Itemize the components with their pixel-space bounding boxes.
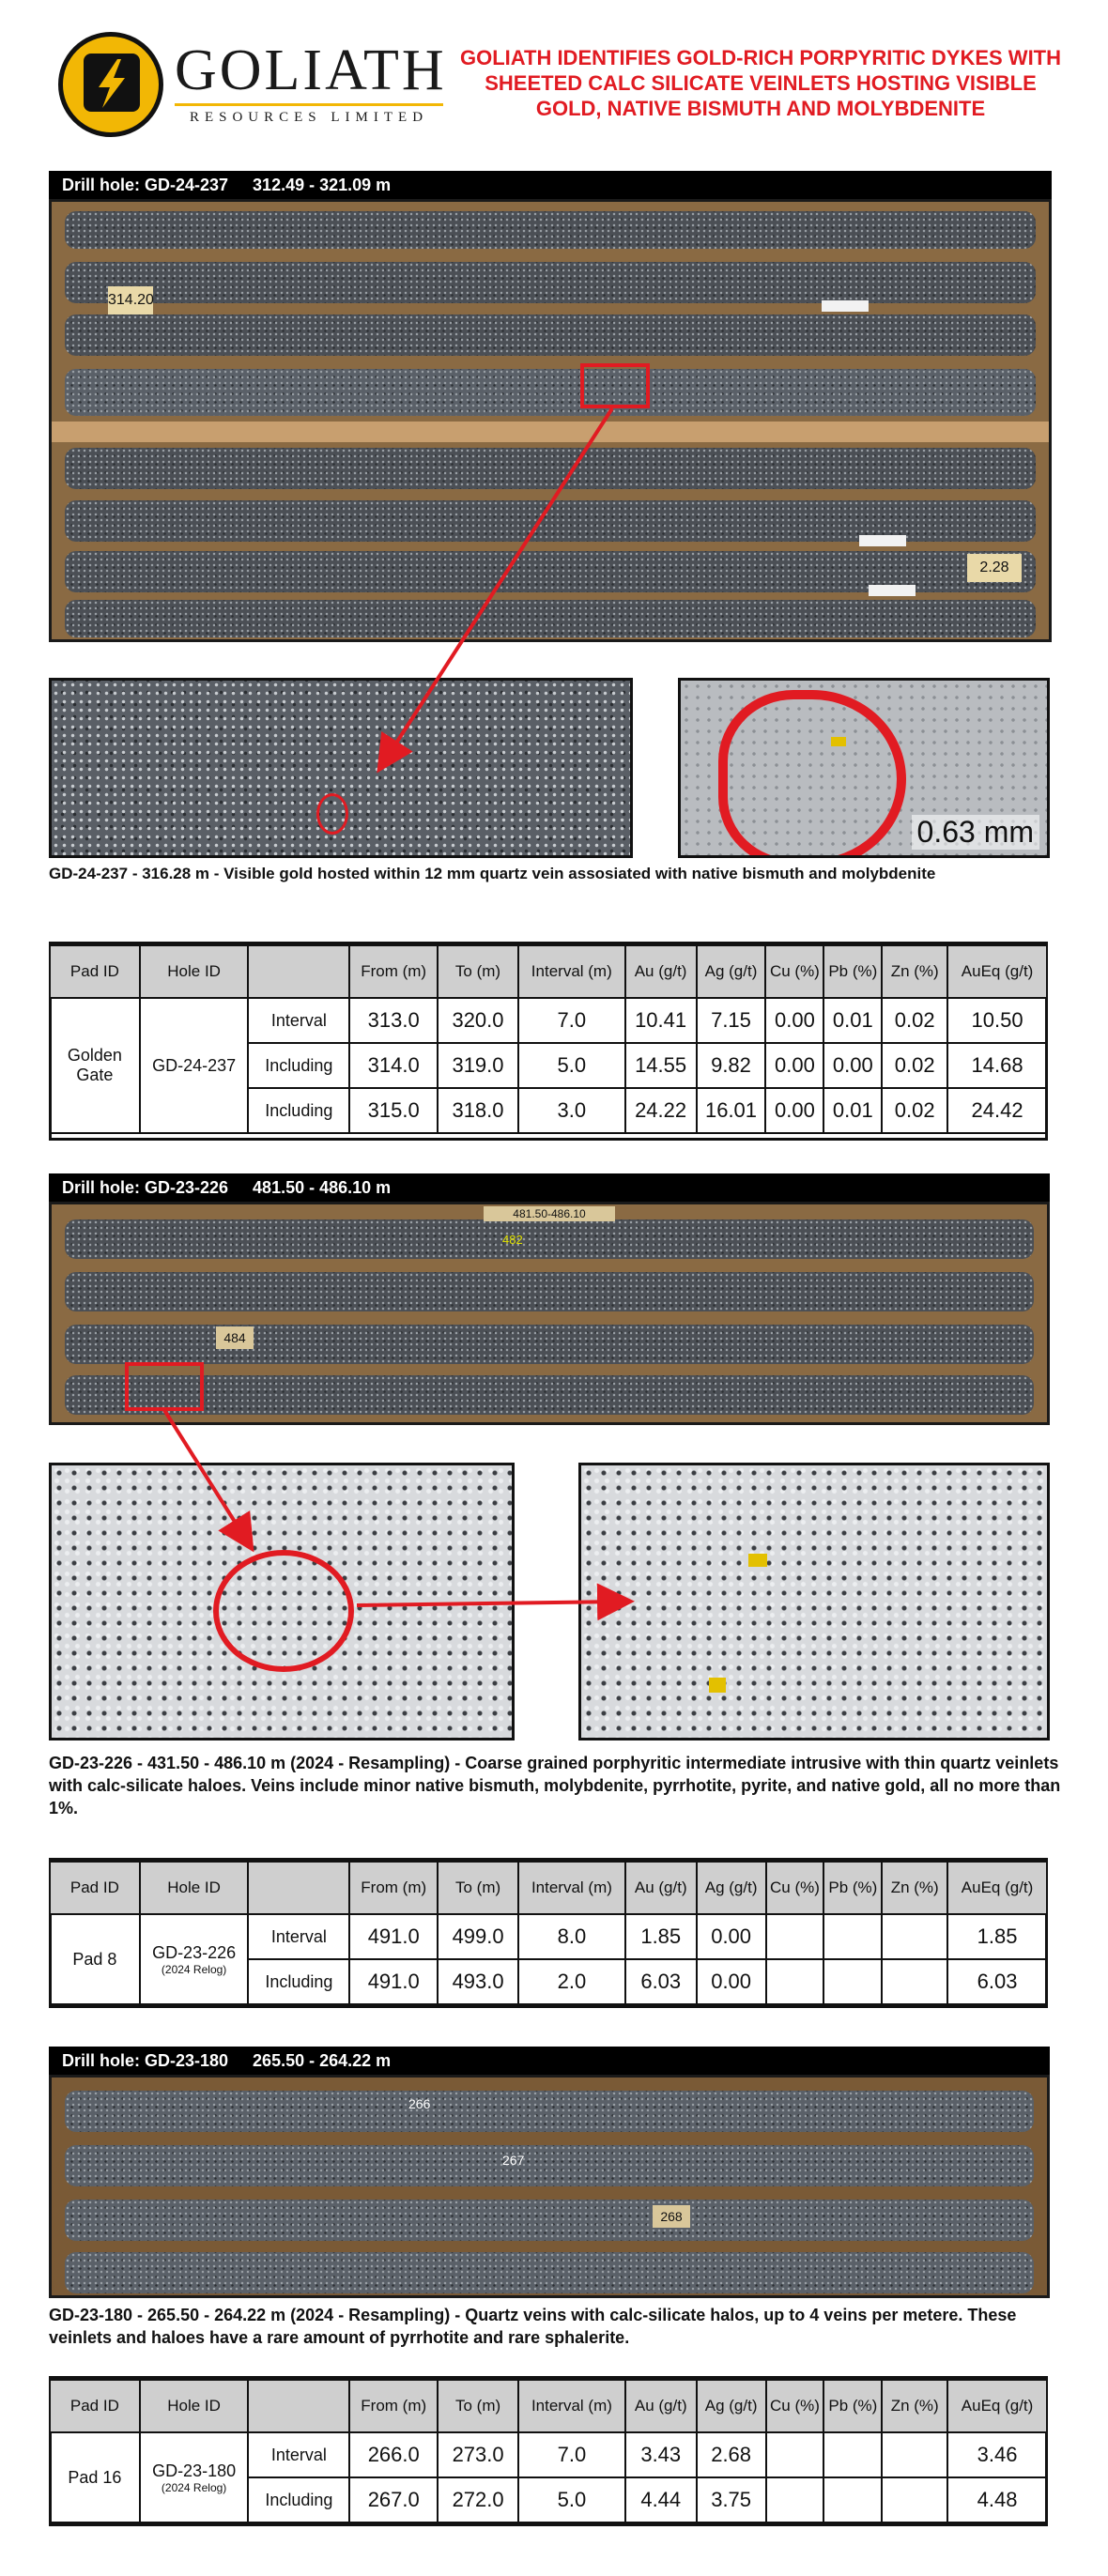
brand-block bbox=[175, 38, 447, 126]
gold-grain bbox=[831, 737, 846, 746]
pb-cell bbox=[823, 1959, 882, 2004]
column-header: Pb (%) bbox=[823, 945, 882, 998]
row-label: Including bbox=[248, 2477, 349, 2522]
table-row bbox=[50, 998, 1047, 1043]
hole-note: (2024 Relog) bbox=[161, 1962, 227, 1976]
closeup-photo-gold bbox=[678, 678, 1050, 858]
core-box-photo-1 bbox=[49, 199, 1052, 642]
box-depth-tag: 2.28 bbox=[967, 554, 1022, 582]
column-header: AuEq (g/t) bbox=[947, 2380, 1047, 2432]
column-header: To (m) bbox=[438, 2380, 518, 2432]
zn-cell bbox=[882, 2432, 947, 2477]
aueq-cell: 1.85 bbox=[947, 1914, 1047, 1959]
assay-table-3 bbox=[49, 2379, 1048, 2523]
column-header: Interval (m) bbox=[518, 945, 625, 998]
box-depth-tag: 268 bbox=[653, 2205, 690, 2228]
cu-cell: 0.00 bbox=[765, 998, 823, 1043]
column-header bbox=[248, 945, 349, 998]
ag-cell: 0.00 bbox=[697, 1914, 766, 1959]
column-header: Hole ID bbox=[140, 1862, 249, 1914]
column-header: Pad ID bbox=[50, 945, 140, 998]
gold-grain bbox=[748, 1554, 767, 1567]
interval-cell: 2.0 bbox=[518, 1959, 625, 2004]
box-depth-tag: 481.50-486.10 bbox=[484, 1206, 615, 1221]
column-header: Zn (%) bbox=[882, 945, 947, 998]
au-cell: 3.43 bbox=[625, 2432, 697, 2477]
to-cell: 493.0 bbox=[438, 1959, 518, 2004]
column-header: Zn (%) bbox=[882, 1862, 947, 1914]
goliath-logo bbox=[58, 32, 163, 137]
lightning-bolt-icon bbox=[76, 46, 151, 121]
pad-id-cell: Golden Gate bbox=[50, 998, 140, 1133]
row-label: Interval bbox=[248, 1914, 349, 1959]
assay-table-1 bbox=[49, 944, 1048, 1134]
pb-cell: 0.01 bbox=[823, 1088, 882, 1133]
interval-cell: 7.0 bbox=[518, 2432, 625, 2477]
column-header: Cu (%) bbox=[766, 1862, 824, 1914]
hole-interval: 265.50 - 264.22 m bbox=[253, 2051, 392, 2070]
box-depth-tag: 266 bbox=[408, 2096, 431, 2111]
row-label: Including bbox=[248, 1043, 349, 1088]
to-cell: 272.0 bbox=[438, 2477, 518, 2522]
from-cell: 315.0 bbox=[349, 1088, 438, 1133]
zn-cell bbox=[882, 1914, 947, 1959]
drill-hole-bar-2 bbox=[49, 1173, 1050, 1202]
column-header: From (m) bbox=[349, 1862, 438, 1914]
column-header: Hole ID bbox=[140, 2380, 249, 2432]
au-cell: 4.44 bbox=[625, 2477, 697, 2522]
aueq-cell: 14.68 bbox=[947, 1043, 1047, 1088]
zn-cell bbox=[882, 2477, 947, 2522]
cu-cell: 0.00 bbox=[765, 1088, 823, 1133]
ag-cell: 16.01 bbox=[697, 1088, 766, 1133]
hole-id: GD-23-180 bbox=[152, 2461, 237, 2480]
column-header: Ag (g/t) bbox=[697, 945, 766, 998]
ag-cell: 0.00 bbox=[697, 1959, 766, 2004]
brand-name: GOLIATH bbox=[175, 38, 447, 102]
hole-label: Drill hole: GD-24-237 bbox=[62, 176, 229, 194]
interval-cell: 5.0 bbox=[518, 2477, 625, 2522]
table-row bbox=[50, 2432, 1047, 2477]
photo-caption-2: GD-23-226 - 431.50 - 486.10 m (2024 - Resampling) - Coarse grained porphyritic intermediate intrusive with thin quartz veinlets with calc-silicate haloes. Veins include minor native bismuth, molybdenite, pyrrhotite, pyrite, and native gold, all no more than 1%. bbox=[49, 1754, 1061, 1817]
zn-cell: 0.02 bbox=[882, 1043, 947, 1088]
to-cell: 319.0 bbox=[438, 1043, 518, 1088]
table-header-row bbox=[50, 2380, 1047, 2432]
hole-label: Drill hole: GD-23-180 bbox=[62, 2051, 229, 2070]
aueq-cell: 4.48 bbox=[947, 2477, 1047, 2522]
interval-cell: 7.0 bbox=[518, 998, 625, 1043]
aueq-cell: 6.03 bbox=[947, 1959, 1047, 2004]
au-cell: 1.85 bbox=[625, 1914, 697, 1959]
column-header: Pb (%) bbox=[823, 2380, 882, 2432]
from-cell: 266.0 bbox=[349, 2432, 438, 2477]
to-cell: 273.0 bbox=[438, 2432, 518, 2477]
au-cell: 14.55 bbox=[625, 1043, 697, 1088]
from-cell: 313.0 bbox=[349, 998, 438, 1043]
column-header: Zn (%) bbox=[882, 2380, 947, 2432]
from-cell: 267.0 bbox=[349, 2477, 438, 2522]
cu-cell bbox=[766, 1914, 824, 1959]
aueq-cell: 10.50 bbox=[947, 998, 1047, 1043]
hole-label: Drill hole: GD-23-226 bbox=[62, 1178, 229, 1197]
pad-id-cell: Pad 16 bbox=[50, 2432, 140, 2522]
box-depth-tag: 267 bbox=[502, 2153, 525, 2168]
ag-cell: 3.75 bbox=[697, 2477, 766, 2522]
hole-id-cell bbox=[140, 1914, 249, 2004]
pb-cell: 0.00 bbox=[823, 1043, 882, 1088]
column-header: Au (g/t) bbox=[625, 1862, 697, 1914]
highlight-box bbox=[125, 1362, 204, 1411]
hole-interval: 312.49 - 321.09 m bbox=[253, 176, 392, 194]
pb-cell bbox=[823, 1914, 882, 1959]
column-header: Interval (m) bbox=[518, 2380, 625, 2432]
column-header: Interval (m) bbox=[518, 1862, 625, 1914]
drill-hole-bar-1 bbox=[49, 171, 1052, 199]
core-box-photo-2 bbox=[49, 1202, 1050, 1425]
page-header bbox=[0, 0, 1108, 150]
interval-cell: 8.0 bbox=[518, 1914, 625, 1959]
from-cell: 491.0 bbox=[349, 1959, 438, 2004]
au-cell: 6.03 bbox=[625, 1959, 697, 2004]
column-header: Pb (%) bbox=[823, 1862, 882, 1914]
hole-id-cell bbox=[140, 2432, 249, 2522]
table-header-row bbox=[50, 1862, 1047, 1914]
column-header: To (m) bbox=[438, 945, 518, 998]
ag-cell: 9.82 bbox=[697, 1043, 766, 1088]
from-cell: 314.0 bbox=[349, 1043, 438, 1088]
interval-cell: 5.0 bbox=[518, 1043, 625, 1088]
column-header: Pad ID bbox=[50, 2380, 140, 2432]
column-header: Pad ID bbox=[50, 1862, 140, 1914]
zn-cell bbox=[882, 1959, 947, 2004]
cu-cell bbox=[766, 2432, 824, 2477]
au-cell: 10.41 bbox=[625, 998, 697, 1043]
column-header: Au (g/t) bbox=[625, 945, 697, 998]
column-header bbox=[248, 1862, 349, 1914]
column-header: From (m) bbox=[349, 2380, 438, 2432]
pb-cell bbox=[823, 2477, 882, 2522]
table-row bbox=[50, 1914, 1047, 1959]
cu-cell bbox=[766, 2477, 824, 2522]
brand-underline bbox=[175, 103, 443, 106]
from-cell: 491.0 bbox=[349, 1914, 438, 1959]
hole-note: (2024 Relog) bbox=[161, 2480, 227, 2494]
gold-grain bbox=[709, 1678, 726, 1693]
column-header: From (m) bbox=[349, 945, 438, 998]
zn-cell: 0.02 bbox=[882, 1088, 947, 1133]
drill-hole-bar-3 bbox=[49, 2047, 1050, 2075]
photo-caption-1: GD-24-237 - 316.28 m - Visible gold hosted within 12 mm quartz vein assosiated with native bismuth and molybdenite bbox=[49, 865, 936, 882]
column-header bbox=[248, 2380, 349, 2432]
closeup-photo-vein bbox=[49, 678, 633, 858]
cu-cell bbox=[766, 1959, 824, 2004]
box-depth-tag: 484 bbox=[216, 1326, 254, 1349]
hole-id-cell: GD-24-237 bbox=[140, 998, 249, 1133]
pad-id-cell: Pad 8 bbox=[50, 1914, 140, 2004]
ag-cell: 7.15 bbox=[697, 998, 766, 1043]
column-header: Cu (%) bbox=[766, 2380, 824, 2432]
assay-table-2 bbox=[49, 1861, 1048, 2005]
column-header: AuEq (g/t) bbox=[947, 1862, 1047, 1914]
hole-interval: 481.50 - 486.10 m bbox=[253, 1178, 392, 1197]
brand-subtitle: RESOURCES LIMITED bbox=[189, 110, 429, 125]
hole-id: GD-23-226 bbox=[152, 1942, 237, 1962]
pb-cell: 0.01 bbox=[823, 998, 882, 1043]
cu-cell: 0.00 bbox=[765, 1043, 823, 1088]
row-label: Including bbox=[248, 1088, 349, 1133]
row-label: Including bbox=[248, 1959, 349, 2004]
to-cell: 499.0 bbox=[438, 1914, 518, 1959]
page-headline: GOLIATH IDENTIFIES GOLD-RICH PORPYRITIC DYKES WITH SHEETED CALC SILICATE VEINLETS HOSTING VISIBLE GOLD, NATIVE BISMUTH AND MOLYBDENITE bbox=[459, 46, 1062, 120]
aueq-cell: 24.42 bbox=[947, 1088, 1047, 1133]
scale-label: 0.63 mm bbox=[912, 815, 1039, 850]
row-label: Interval bbox=[248, 998, 349, 1043]
column-header: Cu (%) bbox=[765, 945, 823, 998]
closeup-photo-porphyry bbox=[49, 1463, 515, 1740]
column-header: To (m) bbox=[438, 1862, 518, 1914]
highlight-box bbox=[580, 363, 650, 408]
pb-cell bbox=[823, 2432, 882, 2477]
aueq-cell: 3.46 bbox=[947, 2432, 1047, 2477]
column-header: Hole ID bbox=[140, 945, 249, 998]
column-header: Ag (g/t) bbox=[697, 1862, 766, 1914]
column-header: Ag (g/t) bbox=[697, 2380, 766, 2432]
column-header: AuEq (g/t) bbox=[947, 945, 1047, 998]
box-depth-tag: 482 bbox=[502, 1233, 523, 1247]
interval-cell: 3.0 bbox=[518, 1088, 625, 1133]
ag-cell: 2.68 bbox=[697, 2432, 766, 2477]
photo-caption-3: GD-23-180 - 265.50 - 264.22 m (2024 - Resampling) - Quartz veins with calc-silicate halos, up to 4 veins per metere. These veinlets and haloes have a rare amount of pyrrhotite and rare sphalerite. bbox=[49, 2306, 1017, 2347]
box-depth-tag: 314.20 bbox=[108, 286, 153, 314]
to-cell: 318.0 bbox=[438, 1088, 518, 1133]
au-cell: 24.22 bbox=[625, 1088, 697, 1133]
zn-cell: 0.02 bbox=[882, 998, 947, 1043]
table-header-row bbox=[50, 945, 1047, 998]
column-header: Au (g/t) bbox=[625, 2380, 697, 2432]
to-cell: 320.0 bbox=[438, 998, 518, 1043]
closeup-photo-gold-grains bbox=[578, 1463, 1050, 1740]
core-box-photo-3 bbox=[49, 2075, 1050, 2298]
row-label: Interval bbox=[248, 2432, 349, 2477]
